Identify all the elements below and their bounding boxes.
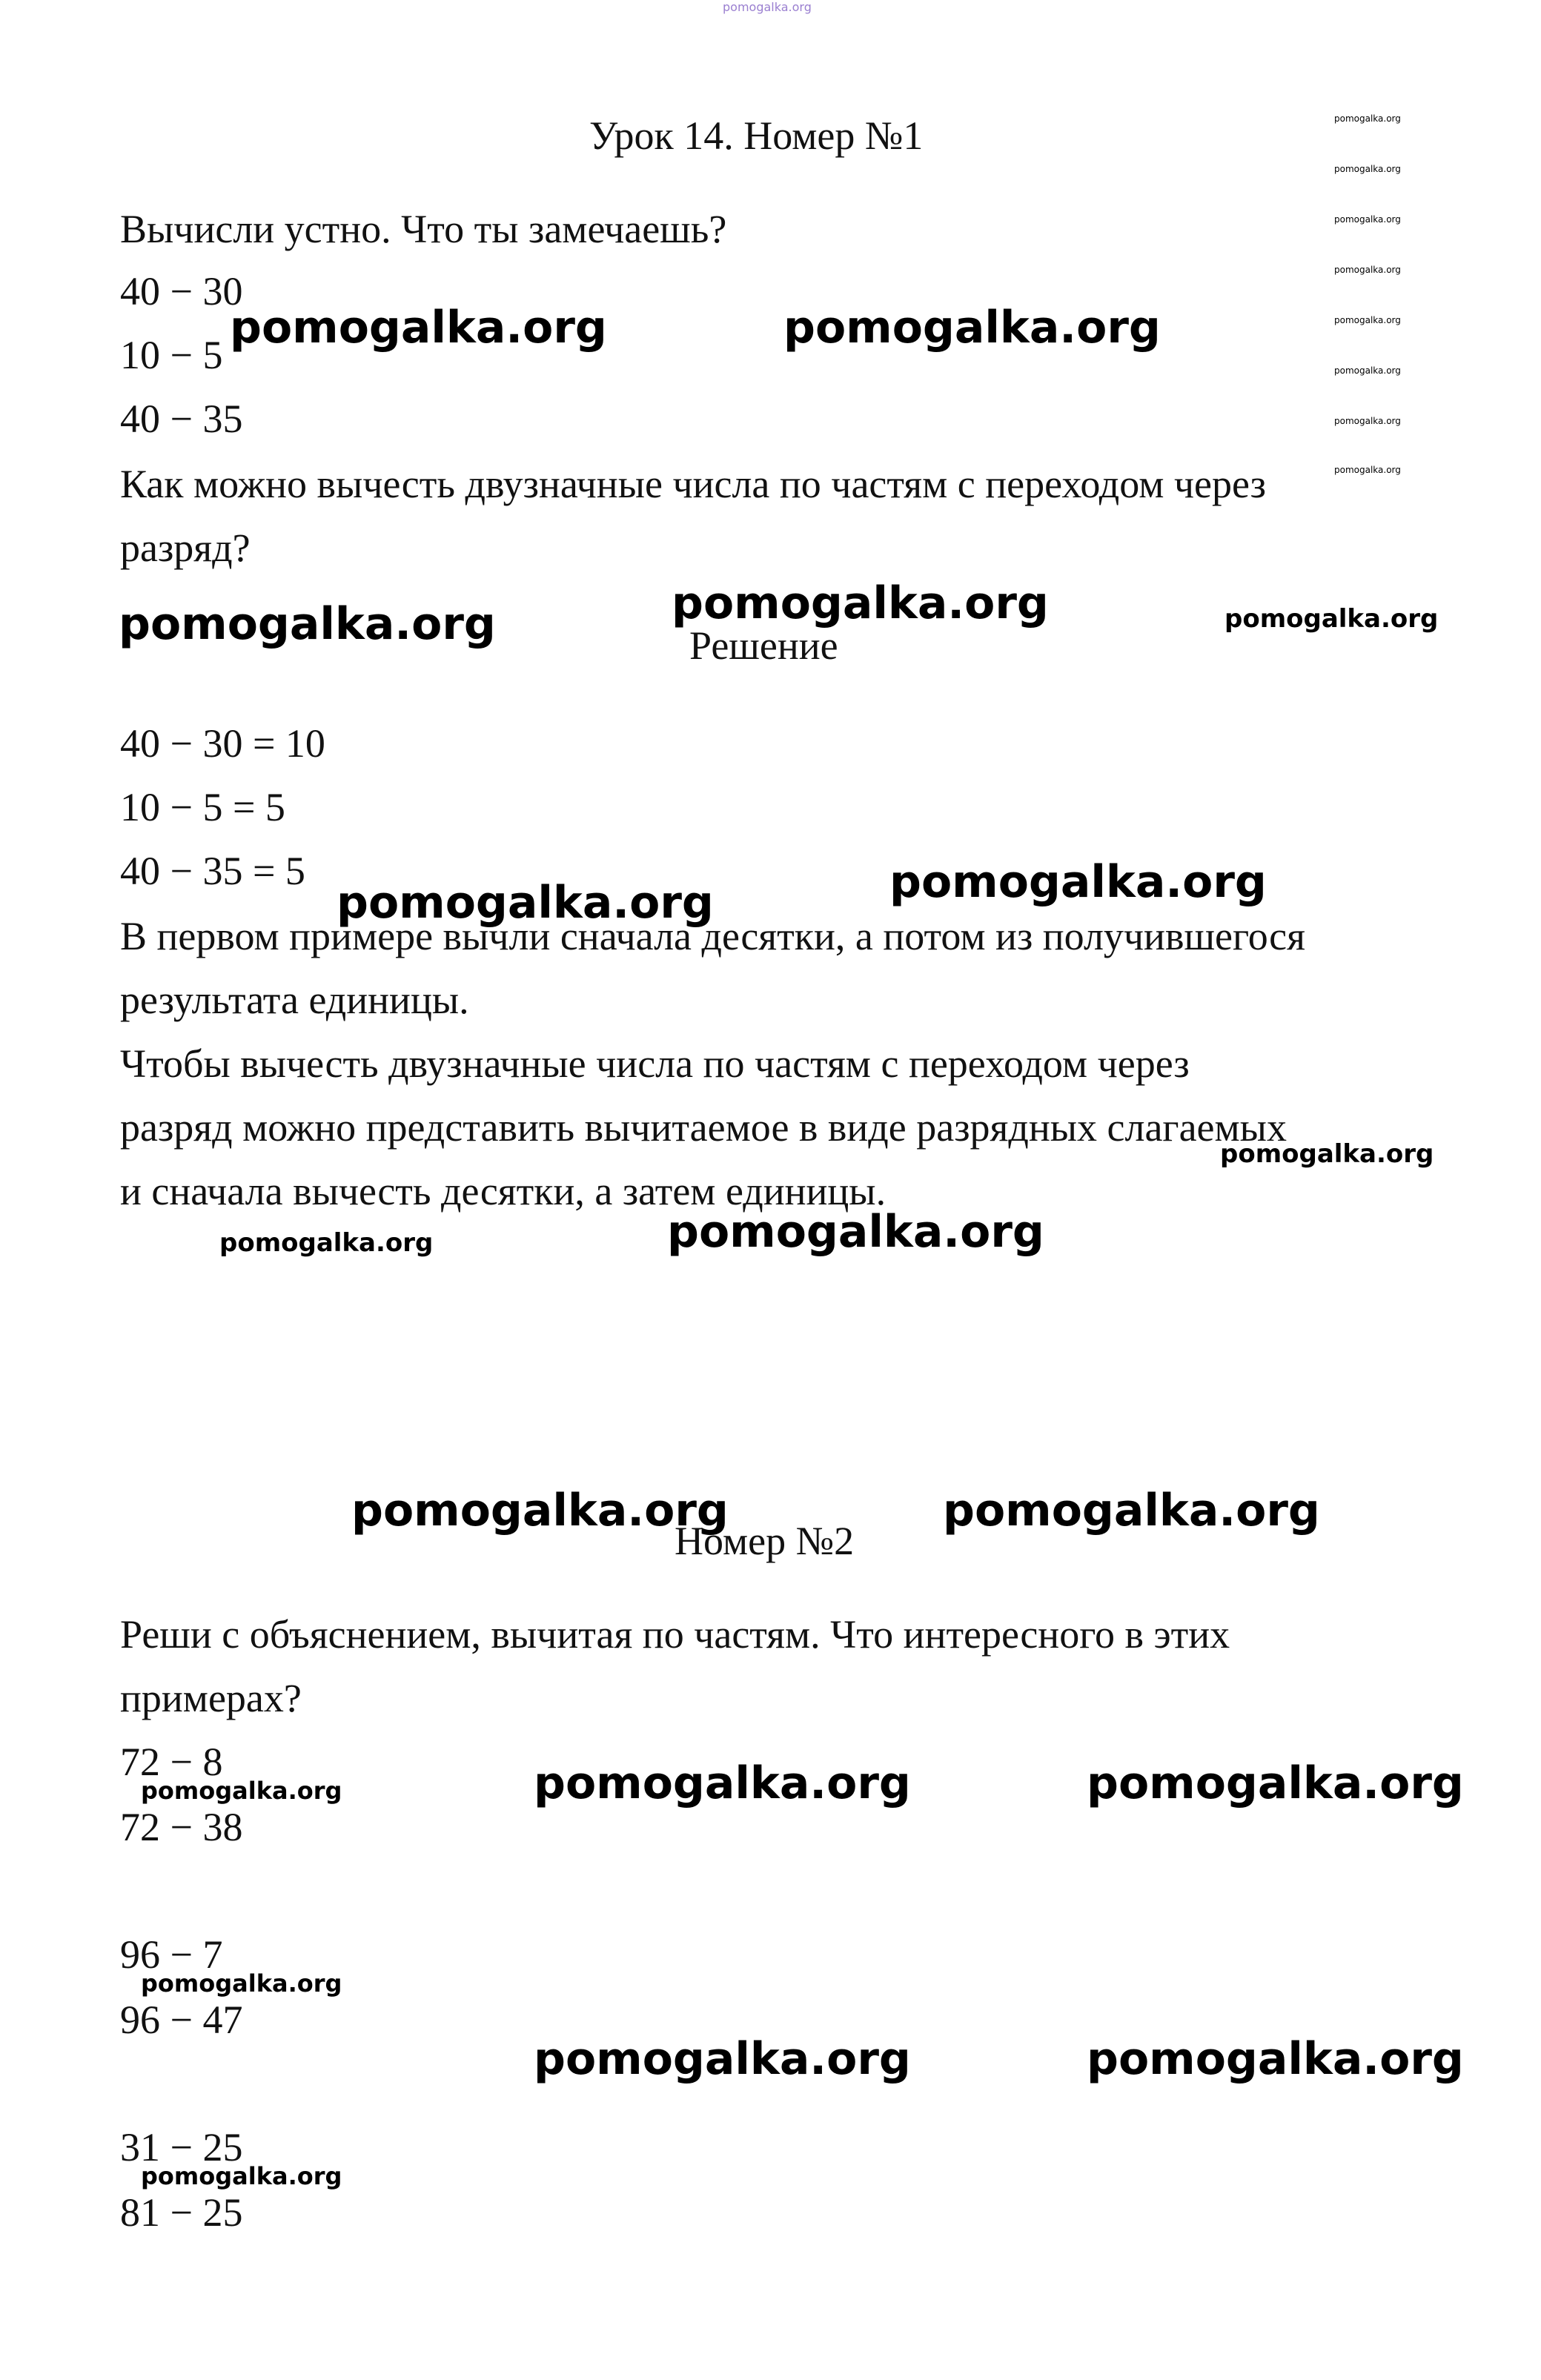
- explanation-line-3: Чтобы вычесть двузначные числа по частям с переходом через: [120, 1041, 1190, 1086]
- task1-question2-line2: разряд?: [120, 526, 251, 570]
- watermark: pomogalka.org: [1087, 2033, 1464, 2085]
- watermark: pomogalka.org: [534, 1757, 911, 1809]
- task2-expression-1: 72 − 8: [120, 1740, 223, 1784]
- watermark: pomogalka.org: [1334, 465, 1401, 475]
- task1-answer-2: 10 − 5 = 5: [120, 785, 285, 829]
- watermark: pomogalka.org: [1334, 315, 1401, 325]
- explanation-line-5: и сначала вычесть десятки, а затем единицы.: [120, 1169, 887, 1213]
- top-watermark: pomogalka.org: [723, 0, 812, 14]
- task2-title: Номер №2: [675, 1519, 855, 1563]
- watermark: pomogalka.org: [783, 302, 1161, 354]
- watermark: pomogalka.org: [672, 577, 1049, 629]
- explanation-line-4: разряд можно представить вычитаемое в виде разрядных слагаемых: [120, 1105, 1287, 1150]
- watermark: pomogalka.org: [1334, 265, 1401, 275]
- task1-question: Вычисли устно. Что ты замечаешь?: [120, 207, 727, 251]
- solution-heading: Решение: [689, 623, 838, 668]
- task1-expression-1: 40 − 30: [120, 269, 243, 314]
- watermark: pomogalka.org: [230, 302, 607, 354]
- watermark: pomogalka.org: [141, 2162, 342, 2190]
- task1-expression-3: 40 − 35: [120, 397, 243, 441]
- watermark: pomogalka.org: [337, 877, 714, 929]
- watermark: pomogalka.org: [889, 856, 1267, 908]
- task2-question-line2: примерах?: [120, 1676, 302, 1720]
- watermark: pomogalka.org: [943, 1485, 1320, 1537]
- task2-expression-4: 96 − 47: [120, 1998, 243, 2042]
- watermark: pomogalka.org: [1220, 1139, 1434, 1169]
- watermark: pomogalka.org: [141, 1777, 342, 1805]
- task2-expression-3: 96 − 7: [120, 1932, 223, 1977]
- watermark: pomogalka.org: [351, 1485, 729, 1537]
- task2-expression-2: 72 − 38: [120, 1805, 243, 1849]
- task1-answer-1: 40 − 30 = 10: [120, 721, 325, 766]
- task1-title: Урок 14. Номер №1: [589, 113, 924, 158]
- task1-expression-2: 10 − 5: [120, 333, 223, 377]
- watermark: pomogalka.org: [141, 1969, 342, 1998]
- watermark: pomogalka.org: [119, 598, 496, 650]
- task2-expression-5: 31 − 25: [120, 2125, 243, 2169]
- explanation-line-1: В первом примере вычли сначала десятки, а потом из получившегося: [120, 914, 1305, 958]
- watermark: pomogalka.org: [1334, 214, 1401, 225]
- watermark: pomogalka.org: [219, 1228, 434, 1258]
- watermark: pomogalka.org: [1087, 1757, 1464, 1809]
- watermark: pomogalka.org: [1334, 416, 1401, 426]
- task2-question-line1: Реши с объяснением, вычитая по частям. Что интересного в этих: [120, 1612, 1230, 1657]
- watermark: pomogalka.org: [1224, 604, 1439, 634]
- watermark: pomogalka.org: [534, 2033, 911, 2085]
- task1-question2-line1: Как можно вычесть двузначные числа по частям с переходом через: [120, 462, 1266, 506]
- task2-expression-6: 81 − 25: [120, 2190, 243, 2235]
- watermark: pomogalka.org: [1334, 164, 1401, 174]
- explanation-line-2: результата единицы.: [120, 978, 469, 1022]
- task1-answer-3: 40 − 35 = 5: [120, 849, 305, 893]
- watermark: pomogalka.org: [667, 1206, 1044, 1258]
- watermark: pomogalka.org: [1334, 113, 1401, 124]
- watermark: pomogalka.org: [1334, 365, 1401, 376]
